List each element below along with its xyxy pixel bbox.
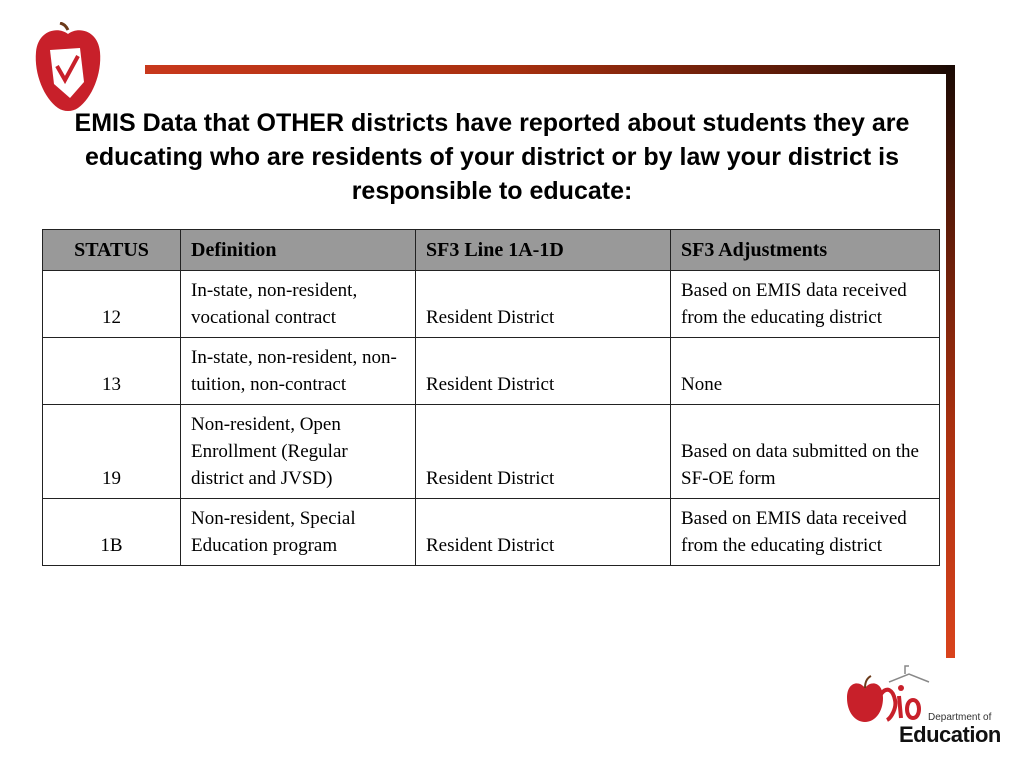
ode-education-label: Education <box>899 722 1001 747</box>
cell-sf3-line: Resident District <box>416 405 671 499</box>
apple-check-logo-icon <box>30 22 106 114</box>
status-table <box>42 229 940 566</box>
header-definition: Definition <box>181 230 416 271</box>
table-row <box>43 405 940 499</box>
table-row <box>43 271 940 338</box>
cell-adjustments: None <box>671 338 940 405</box>
cell-sf3-line: Resident District <box>416 499 671 566</box>
table-row <box>43 499 940 566</box>
right-accent-bar <box>946 65 955 658</box>
cell-sf3-line: Resident District <box>416 338 671 405</box>
table-header-row <box>43 230 940 271</box>
ode-department-label: Department of <box>928 712 992 723</box>
cell-status: 1B <box>43 499 181 566</box>
table-row <box>43 338 940 405</box>
cell-sf3-line: Resident District <box>416 271 671 338</box>
header-sf3-line: SF3 Line 1A-1D <box>416 230 671 271</box>
cell-definition: Non-resident, Open Enrollment (Regular district and JVSD) <box>181 405 416 499</box>
top-accent-bar <box>145 65 955 74</box>
cell-status: 19 <box>43 405 181 499</box>
cell-adjustments: Based on EMIS data received from the educating district <box>671 499 940 566</box>
header-sf3-adjustments: SF3 Adjustments <box>671 230 940 271</box>
cell-definition: Non-resident, Special Education program <box>181 499 416 566</box>
cell-status: 12 <box>43 271 181 338</box>
header-status: STATUS <box>43 230 181 271</box>
cell-definition: In-state, non-resident, non-tuition, non-contract <box>181 338 416 405</box>
cell-adjustments: Based on EMIS data received from the educating district <box>671 271 940 338</box>
cell-definition: In-state, non-resident, vocational contract <box>181 271 416 338</box>
cell-status: 13 <box>43 338 181 405</box>
page-title: EMIS Data that OTHER districts have reported about students they are educating who are residents of your district or by law your district is responsible to educate: <box>74 109 910 205</box>
cell-adjustments: Based on data submitted on the SF-OE form <box>671 405 940 499</box>
